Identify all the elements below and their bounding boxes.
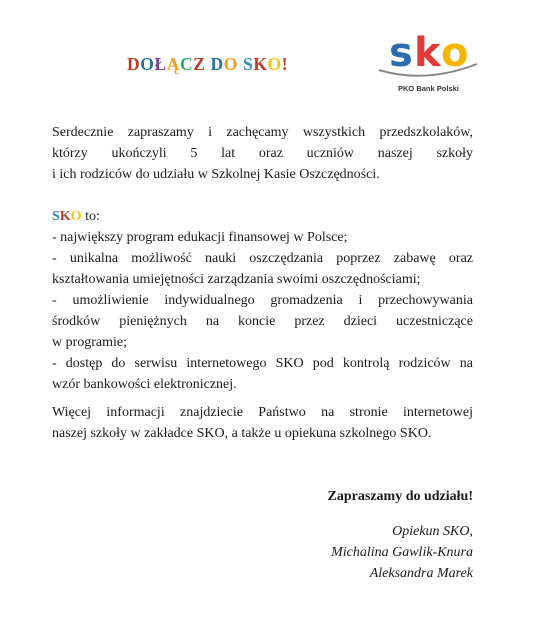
sko-word bbox=[52, 209, 82, 224]
intro-line: i ich rodziców do udziału w Szkolnej Kasie Oszczędności. bbox=[52, 167, 380, 182]
sko-letter: S bbox=[52, 209, 60, 224]
benefit-line: - największy program edukacji finansowej w Polsce; bbox=[52, 230, 348, 245]
sko-label bbox=[52, 206, 473, 227]
logo-letter-k: k bbox=[414, 30, 441, 76]
headline-letter: C bbox=[180, 54, 194, 74]
benefit-line: kształtowania umiejętności zarządzania swoimi oszczędnościami; bbox=[52, 272, 421, 287]
logo-letter-o: o bbox=[441, 30, 469, 76]
intro-line: Serdecznie zapraszamy i zachęcamy wszystkich przedszkolaków, bbox=[52, 125, 473, 140]
headline-letter: Ł bbox=[154, 54, 167, 74]
headline-letter: Ą bbox=[166, 54, 180, 74]
headline-letter: O bbox=[223, 54, 238, 74]
info-paragraph bbox=[52, 402, 473, 444]
benefit-line: - unikalna możliwość nauki oszczędzania poprzez zabawę oraz bbox=[52, 251, 473, 266]
signature-block bbox=[331, 521, 473, 584]
headline-letter: S bbox=[242, 54, 254, 74]
headline-letter: ! bbox=[281, 54, 289, 74]
signature-line: Aleksandra Marek bbox=[369, 566, 473, 581]
headline-letter: D bbox=[210, 54, 224, 74]
sko-label-rest: to: bbox=[81, 209, 100, 224]
headline-letter: O bbox=[140, 54, 155, 74]
invite-text: Zapraszamy do udziału! bbox=[327, 489, 473, 504]
intro-paragraph bbox=[52, 122, 473, 185]
intro-line: którzy ukończyli 5 lat oraz uczniów naszej szkoły bbox=[52, 146, 473, 161]
sko-benefits bbox=[52, 206, 473, 395]
sko-letter: K bbox=[59, 209, 71, 224]
sko-letter: O bbox=[70, 209, 82, 224]
headline-letter: O bbox=[267, 54, 282, 74]
signature-line: Opiekun SKO, bbox=[392, 524, 473, 539]
benefit-line: - dostęp do serwisu internetowego SKO pod kontrolą rodziców na bbox=[52, 356, 473, 371]
benefit-line: wzór bankowości elektronicznej. bbox=[52, 377, 237, 392]
headline-letter: Z bbox=[193, 54, 206, 74]
headline-letter: K bbox=[253, 54, 268, 74]
benefit-list bbox=[52, 227, 473, 395]
logo-caption: PKO Bank Polski bbox=[398, 84, 459, 93]
signature-line: Michalina Gawlik-Knura bbox=[331, 545, 473, 560]
logo-letter-s: s bbox=[389, 30, 413, 76]
benefit-line: - umożliwienie indywidualnego gromadzenia i przechowywania bbox=[52, 293, 473, 308]
benefit-line: środków pieniężnych na koncie przez dzieci uczestniczące bbox=[52, 314, 473, 329]
info-line: naszej szkoły w zakładce SKO, a także u opiekuna szkolnego SKO. bbox=[52, 426, 432, 441]
headline-letter: D bbox=[127, 54, 141, 74]
page-headline bbox=[127, 54, 288, 75]
benefit-line: w programie; bbox=[52, 335, 128, 350]
info-line: Więcej informacji znajdziecie Państwo na stronie internetowej bbox=[52, 405, 473, 420]
